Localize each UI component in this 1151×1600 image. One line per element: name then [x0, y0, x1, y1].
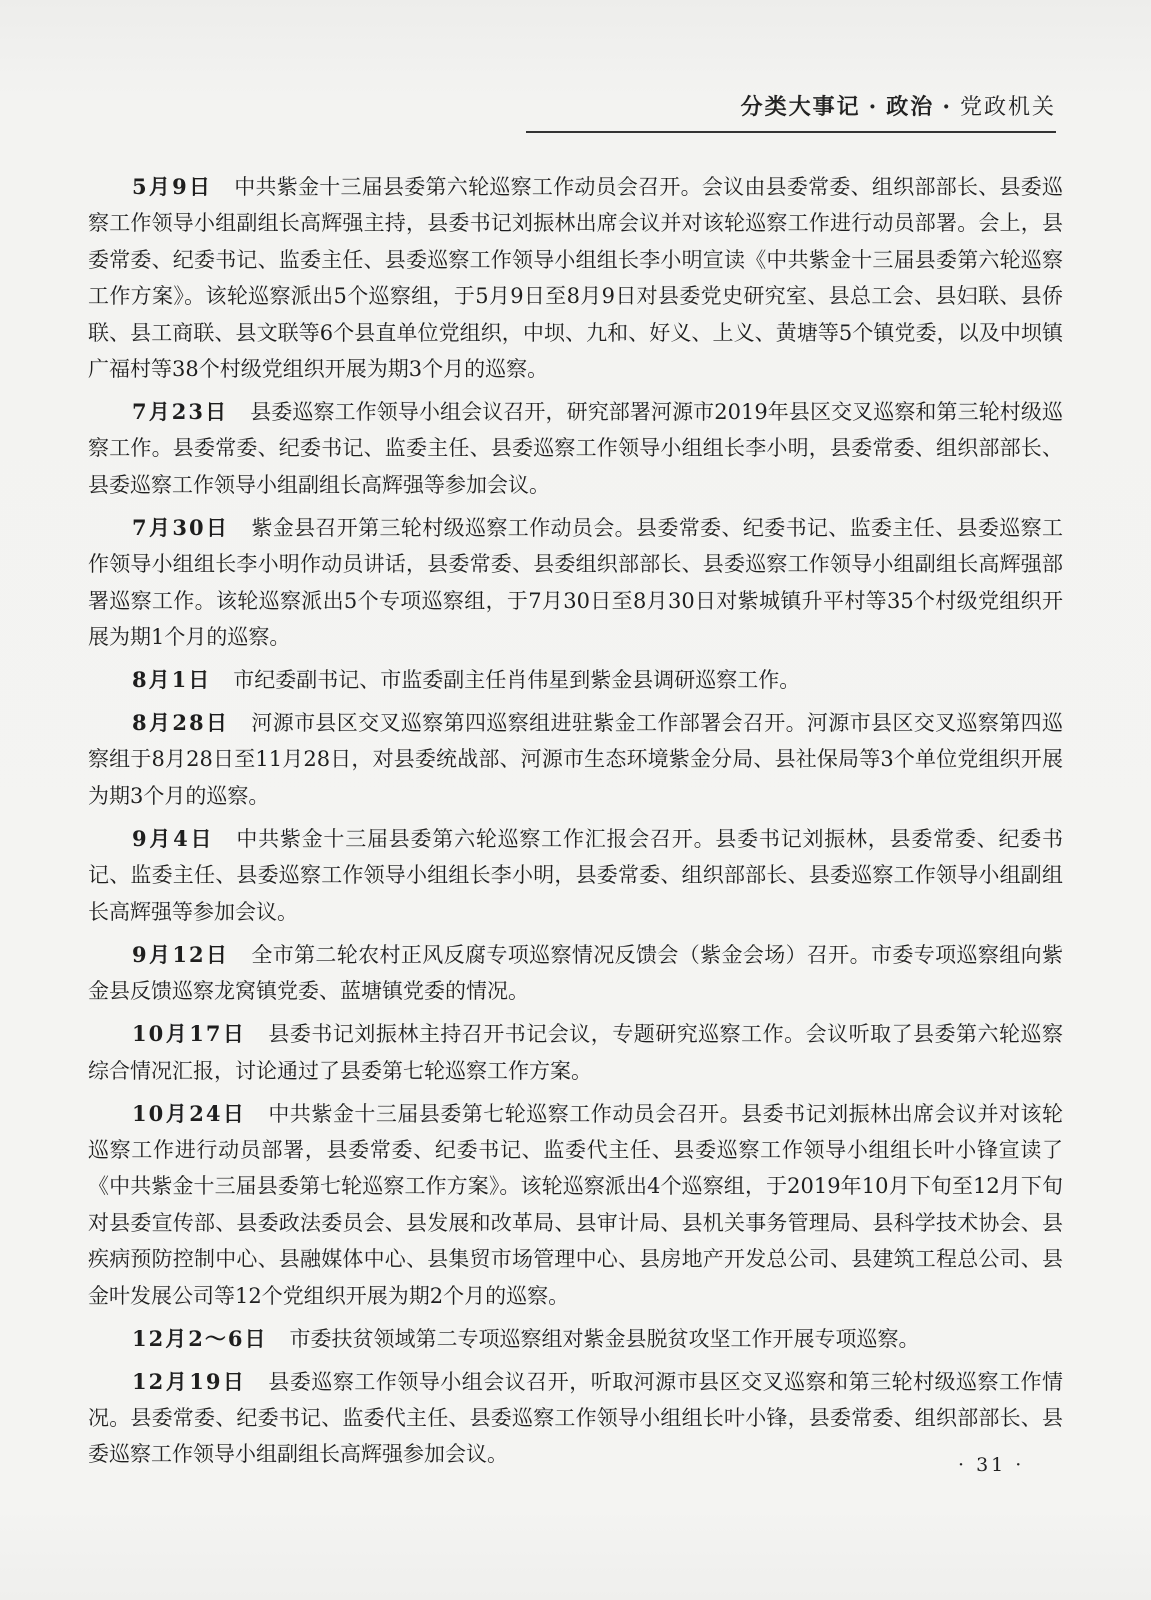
- entry-text: 中共紫金十三届县委第六轮巡察工作动员会召开。会议由县委常委、组织部部长、县委巡察工作领导小组副组长高辉强主持，县委书记刘振林出席会议并对该轮巡察工作进行动员部署。会上，县委常委、纪委书记、监委主任、县委巡察工作领导小组组长李小明宣读《中共紫金十三届县委第六轮巡察工作方案》。该轮巡察派出5个巡察组，于5月9日至8月9日对县委党史研究室、县总工会、县妇联、县侨联、县工商联、县文联等6个县直单位党组织，中坝、九和、好义、上义、黄塘等5个镇党委，以及中坝镇广福村等38个村级党组织开展为期3个月的巡察。: [88, 175, 1063, 382]
- chronicle-entry: [88, 394, 1063, 503]
- entry-date: 8月28日: [132, 710, 230, 736]
- running-head: [741, 90, 1056, 121]
- running-head-category: 政治: [886, 94, 935, 120]
- entry-date: 9月4日: [132, 825, 215, 851]
- entry-text: 市纪委副书记、市监委副主任肖伟星到紫金县调研巡察工作。: [233, 668, 801, 693]
- entry-date: 9月12日: [132, 941, 230, 967]
- page-number: · 31 ·: [958, 1454, 1025, 1476]
- entry-date: 5月9日: [132, 174, 213, 199]
- entry-text: 市委扶贫领域第二专项巡察组对紫金县脱贫攻坚工作开展专项巡察。: [289, 1326, 920, 1351]
- chronicle-entry: [88, 821, 1063, 930]
- entry-text: 县委书记刘振林主持召开书记会议，专题研究巡察工作。会议听取了县委第六轮巡察综合情况汇报，讨论通过了县委第七轮巡察工作方案。: [88, 1022, 1063, 1083]
- entry-date: 8月1日: [132, 667, 212, 693]
- header-rule: [526, 131, 1056, 133]
- entry-text: 县委巡察工作领导小组会议召开，研究部署河源市2019年县区交叉巡察和第三轮村级巡察工作。县委常委、纪委书记、监委主任、县委巡察工作领导小组组长李小明，县委常委、组织部部长、县委巡察工作领导小组副组长高辉强等参加会议。: [88, 400, 1063, 497]
- entry-date: 10月17日: [132, 1021, 247, 1047]
- chronicle-entry: [88, 1096, 1063, 1314]
- entry-text: 全市第二轮农村正风反腐专项巡察情况反馈会（紫金会场）召开。市委专项巡察组向紫金县反馈巡察龙窝镇党委、蓝塘镇党委的情况。: [88, 942, 1064, 1004]
- entry-text: 县委巡察工作领导小组会议召开，听取河源市县区交叉巡察和第三轮村级巡察工作情况。县委常委、纪委书记、监委代主任、县委巡察工作领导小组组长叶小锋，县委常委、组织部部长、县委巡察工作领导小组副组长高辉强参加会议。: [88, 1369, 1063, 1467]
- running-head-subcategory: 党政机关: [959, 95, 1056, 120]
- chronicle-entry: [88, 937, 1063, 1010]
- entry-date: 12月19日: [132, 1368, 247, 1394]
- chronicle-entry: [88, 510, 1063, 656]
- entry-text: 紫金县召开第三轮村级巡察工作动员会。县委常委、纪委书记、监委主任、县委巡察工作领导小组组长李小明作动员讲话，县委常委、县委组织部部长、县委巡察工作领导小组副组长高辉强部署巡察工作。该轮巡察派出5个专项巡察组，于7月30日至8月30日对紫城镇升平村等35个村级党组织开展为期1个月的巡察。: [88, 515, 1064, 650]
- entry-date: 10月24日: [132, 1100, 247, 1126]
- entry-date: 7月23日: [132, 399, 229, 425]
- entry-text: 中共紫金十三届县委第六轮巡察工作汇报会召开。县委书记刘振林，县委常委、纪委书记、监委主任、县委巡察工作领导小组组长李小明，县委常委、组织部部长、县委巡察工作领导小组副组长高辉强等参加会议。: [88, 826, 1063, 924]
- entry-text: 中共紫金十三届县委第七轮巡察工作动员会召开。县委书记刘振林出席会议并对该轮巡察工作进行动员部署，县委常委、纪委书记、监委代主任、县委巡察工作领导小组组长叶小锋宣读了《中共紫金十三届县委第七轮巡察工作方案》。该轮巡察派出4个巡察组，于2019年10月下旬至12月下旬对县委宣传部、县委政法委员会、县发展和改革局、县审计局、县机关事务管理局、县科学技术协会、县疾病预防控制中心、县融媒体中心、县集贸市场管理中心、县房地产开发总公司、县建筑工程总公司、县金叶发展公司等12个党组织开展为期2个月的巡察。: [88, 1101, 1063, 1308]
- running-head-section: 分类大事记: [740, 94, 861, 120]
- chronicle-entry: [88, 1321, 1063, 1357]
- entry-date: 7月30日: [132, 514, 230, 540]
- chronicle-entry: [88, 1016, 1063, 1089]
- running-head-separator: ·: [942, 94, 952, 120]
- running-head-separator: ·: [868, 94, 879, 120]
- chronicle-entry: [88, 1364, 1063, 1473]
- entry-date: 12月2～6日: [132, 1325, 268, 1351]
- chronicle-body: [88, 169, 1063, 1479]
- chronicle-entry: [88, 705, 1063, 814]
- chronicle-entry: [88, 662, 1063, 698]
- chronicle-entry: [88, 169, 1063, 387]
- entry-text: 河源市县区交叉巡察第四巡察组进驻紫金工作部署会召开。河源市县区交叉巡察第四巡察组于8月28日至11月28日，对县委统战部、河源市生态环境紫金分局、县社保局等3个单位党组织开展为期3个月的巡察。: [88, 711, 1064, 808]
